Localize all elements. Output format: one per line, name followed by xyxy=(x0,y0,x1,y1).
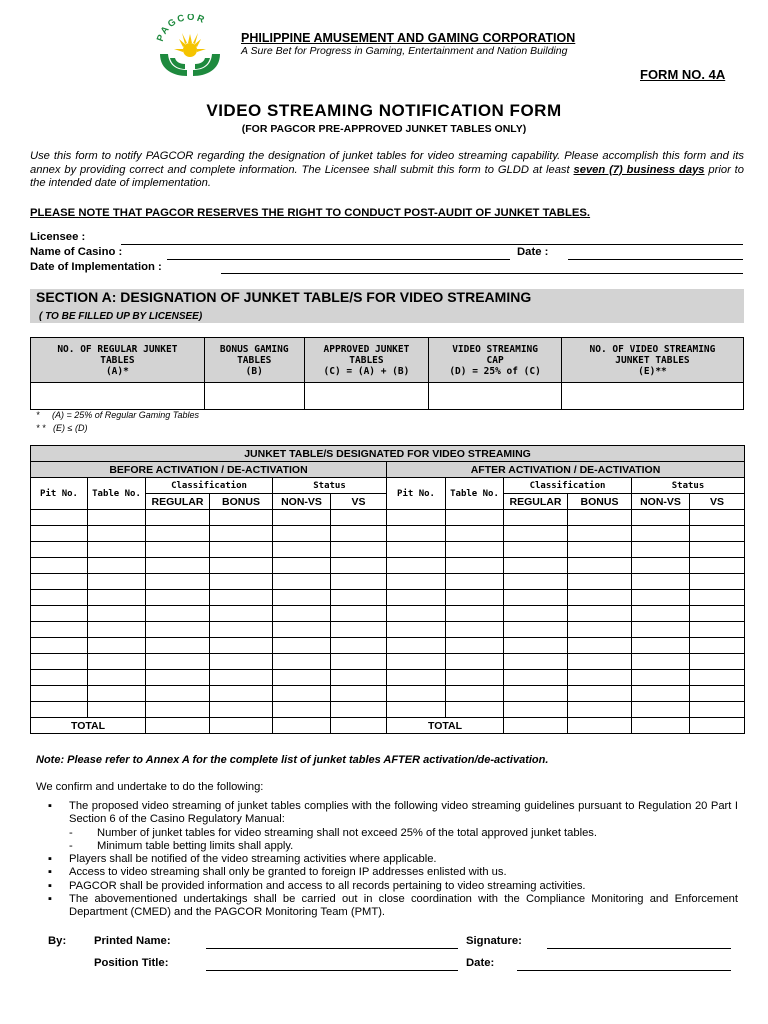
table-row xyxy=(31,702,745,718)
table-cell[interactable] xyxy=(446,526,504,542)
table-cell[interactable] xyxy=(446,606,504,622)
after-bonus-header: BONUS xyxy=(568,494,632,510)
table-cell[interactable] xyxy=(690,686,745,702)
table-cell[interactable] xyxy=(31,622,88,638)
table-cell[interactable] xyxy=(273,542,331,558)
table-cell[interactable] xyxy=(504,702,568,718)
table-cell[interactable] xyxy=(210,590,273,606)
table-cell[interactable] xyxy=(504,670,568,686)
footnote-e: * * (E) ≤ (D) xyxy=(36,423,88,433)
table-cell[interactable] xyxy=(146,622,210,638)
table-row xyxy=(31,686,745,702)
input-regular-junket[interactable] xyxy=(31,383,205,410)
col-approved-junket: APPROVED JUNKET TABLES (C) = (A) + (B) xyxy=(304,338,429,383)
position-title-label: Position Title: xyxy=(94,957,169,969)
table-cell[interactable] xyxy=(31,606,88,622)
table-cell[interactable] xyxy=(632,638,690,654)
table-cell[interactable] xyxy=(387,638,446,654)
table-cell[interactable] xyxy=(331,702,387,718)
table-cell[interactable] xyxy=(88,670,146,686)
table-cell[interactable] xyxy=(331,638,387,654)
table-cell[interactable] xyxy=(504,558,568,574)
section-a-subtitle: ( TO BE FILLED UP BY LICENSEE) xyxy=(39,311,203,322)
table-cell[interactable] xyxy=(446,654,504,670)
table-cell[interactable] xyxy=(31,542,88,558)
list-subitem: - Minimum table betting limits shall apply. xyxy=(69,839,294,852)
table-cell[interactable] xyxy=(146,686,210,702)
section-a-table xyxy=(30,337,744,410)
before-total-bonus[interactable] xyxy=(210,718,273,734)
intro-paragraph: Use this form to notify PAGCOR regarding the designation of junket tables for video streaming capability. Please accomplish this form and its annex by providing correct and complete information. The Licensee shall submit this form to GLDD at least seven (7) business days prior to the intended date of implementation. xyxy=(30,150,744,189)
table-cell[interactable] xyxy=(210,558,273,574)
table-cell[interactable] xyxy=(568,686,632,702)
table-cell[interactable] xyxy=(446,670,504,686)
table-cell[interactable] xyxy=(690,702,745,718)
table-cell[interactable] xyxy=(146,654,210,670)
table-cell[interactable] xyxy=(210,638,273,654)
post-audit-notice: PLEASE NOTE THAT PAGCOR RESERVES THE RIGHT TO CONDUCT POST-AUDIT OF JUNKET TABLES. xyxy=(30,207,591,219)
after-non-vs-header: NON-VS xyxy=(632,494,690,510)
after-total-vs[interactable] xyxy=(690,718,745,734)
table-cell[interactable] xyxy=(146,526,210,542)
table-cell[interactable] xyxy=(146,542,210,558)
table-cell[interactable] xyxy=(146,590,210,606)
input-streaming-tables[interactable] xyxy=(561,383,743,410)
table-cell[interactable] xyxy=(331,542,387,558)
table-cell[interactable] xyxy=(632,574,690,590)
table-cell[interactable] xyxy=(568,654,632,670)
table-row xyxy=(31,558,745,574)
undertakings-list xyxy=(48,800,738,920)
table-cell[interactable] xyxy=(31,654,88,670)
pagcor-logo xyxy=(152,14,228,78)
signature-field[interactable] xyxy=(547,948,731,949)
col-bonus-gaming: BONUS GAMING TABLES (B) xyxy=(204,338,304,383)
table-cell[interactable] xyxy=(273,622,331,638)
table-cell[interactable] xyxy=(632,702,690,718)
table-cell[interactable] xyxy=(632,590,690,606)
table-cell[interactable] xyxy=(210,686,273,702)
table-cell[interactable] xyxy=(504,542,568,558)
before-status-header: Status xyxy=(273,478,387,494)
table-cell[interactable] xyxy=(504,638,568,654)
table-cell[interactable] xyxy=(88,622,146,638)
input-approved-junket[interactable] xyxy=(304,383,429,410)
table-cell[interactable] xyxy=(146,510,210,526)
table-cell[interactable] xyxy=(632,542,690,558)
before-table-no-header: Table No. xyxy=(88,478,146,510)
after-table-no-header: Table No. xyxy=(446,478,504,510)
before-vs-header: VS xyxy=(331,494,387,510)
before-pit-no-header: Pit No. xyxy=(31,478,88,510)
annex-note: Note: Please refer to Annex A for the complete list of junket tables AFTER activation/de-activation. xyxy=(36,754,549,766)
table-cell[interactable] xyxy=(88,702,146,718)
casino-name-field[interactable] xyxy=(167,259,510,260)
list-item: ▪ Access to video streaming shall only be granted to foreign IP addresses enlisted with us. xyxy=(48,866,507,879)
table-cell[interactable] xyxy=(504,526,568,542)
table-cell[interactable] xyxy=(568,542,632,558)
table-cell[interactable] xyxy=(387,574,446,590)
before-bonus-header: BONUS xyxy=(210,494,273,510)
list-item: ▪ The abovementioned undertakings shall be carried out in close coordination with the Compliance Monitoring and Enforcement Department (CMED) and the PAGCOR Monitoring Team (PMT). xyxy=(48,893,738,919)
table-cell[interactable] xyxy=(331,654,387,670)
after-heading: AFTER ACTIVATION / DE-ACTIVATION xyxy=(387,462,745,478)
table-cell[interactable] xyxy=(273,638,331,654)
table-row xyxy=(31,574,745,590)
position-title-field[interactable] xyxy=(206,970,458,971)
table-cell[interactable] xyxy=(210,542,273,558)
before-non-vs-header: NON-VS xyxy=(273,494,331,510)
table-cell[interactable] xyxy=(690,574,745,590)
table-cell[interactable] xyxy=(31,670,88,686)
signature-date-label: Date: xyxy=(466,957,495,969)
table-cell[interactable] xyxy=(690,638,745,654)
section-a-title: SECTION A: DESIGNATION OF JUNKET TABLE/S FOR VIDEO STREAMING xyxy=(36,289,532,305)
printed-name-field[interactable] xyxy=(206,948,458,949)
svg-text:PAGCOR xyxy=(155,14,208,43)
table-cell[interactable] xyxy=(331,558,387,574)
table-cell[interactable] xyxy=(88,606,146,622)
table-cell[interactable] xyxy=(31,558,88,574)
table-cell[interactable] xyxy=(146,702,210,718)
after-pit-no-header: Pit No. xyxy=(387,478,446,510)
table-cell[interactable] xyxy=(568,526,632,542)
table-cell[interactable] xyxy=(568,510,632,526)
printed-name-label: Printed Name: xyxy=(94,935,171,947)
table-row xyxy=(31,510,745,526)
table-cell[interactable] xyxy=(632,670,690,686)
table-cell[interactable] xyxy=(387,558,446,574)
table-cell[interactable] xyxy=(273,590,331,606)
implementation-date-label: Date of Implementation : xyxy=(30,261,162,273)
after-total-regular[interactable] xyxy=(504,718,568,734)
table-cell[interactable] xyxy=(88,574,146,590)
table-cell[interactable] xyxy=(210,622,273,638)
table-cell[interactable] xyxy=(446,542,504,558)
table-row xyxy=(31,670,745,686)
table-cell[interactable] xyxy=(690,654,745,670)
table-cell[interactable] xyxy=(146,606,210,622)
table-cell[interactable] xyxy=(568,670,632,686)
signature-label: Signature: xyxy=(466,935,522,947)
org-name: PHILIPPINE AMUSEMENT AND GAMING CORPORATION xyxy=(241,31,576,45)
org-tagline: A Sure Bet for Progress in Gaming, Entertainment and Nation Building xyxy=(241,45,568,57)
after-status-header: Status xyxy=(632,478,745,494)
list-item: ▪ PAGCOR shall be provided information and access to all records pertaining to video streaming activities. xyxy=(48,879,586,892)
table-row xyxy=(31,606,745,622)
before-total-regular[interactable] xyxy=(146,718,210,734)
table-cell[interactable] xyxy=(387,670,446,686)
table-cell[interactable] xyxy=(331,686,387,702)
after-total-non-vs[interactable] xyxy=(632,718,690,734)
table-cell[interactable] xyxy=(504,510,568,526)
table-cell[interactable] xyxy=(31,510,88,526)
signature-date-field[interactable] xyxy=(517,970,731,971)
input-bonus-gaming[interactable] xyxy=(204,383,304,410)
table-row xyxy=(31,542,745,558)
table-cell[interactable] xyxy=(210,702,273,718)
table-row xyxy=(31,622,745,638)
col-streaming-cap: VIDEO STREAMING CAP (D) = 25% of (C) xyxy=(429,338,562,383)
table-cell[interactable] xyxy=(690,558,745,574)
before-total-vs[interactable] xyxy=(331,718,387,734)
after-total-label: TOTAL xyxy=(387,718,504,734)
licensee-field[interactable] xyxy=(121,244,743,245)
table-cell[interactable] xyxy=(387,510,446,526)
by-label: By: xyxy=(48,935,67,947)
table-cell[interactable] xyxy=(504,654,568,670)
table-cell[interactable] xyxy=(632,686,690,702)
table-cell[interactable] xyxy=(568,574,632,590)
col-streaming-tables: NO. OF VIDEO STREAMING JUNKET TABLES (E)** xyxy=(561,338,743,383)
table-cell[interactable] xyxy=(146,558,210,574)
table-cell[interactable] xyxy=(504,622,568,638)
after-vs-header: VS xyxy=(690,494,745,510)
table-cell[interactable] xyxy=(31,526,88,542)
table-cell[interactable] xyxy=(273,526,331,542)
table-cell[interactable] xyxy=(210,670,273,686)
before-total-label: TOTAL xyxy=(31,718,146,734)
table-cell[interactable] xyxy=(690,542,745,558)
form-number: FORM NO. 4A xyxy=(640,67,726,82)
table-cell[interactable] xyxy=(632,606,690,622)
form-subtitle: (FOR PAGCOR PRE-APPROVED JUNKET TABLES ONLY) xyxy=(241,123,527,135)
table-cell[interactable] xyxy=(31,686,88,702)
table-cell[interactable] xyxy=(146,638,210,654)
date-field[interactable] xyxy=(568,259,743,260)
table-cell[interactable] xyxy=(568,622,632,638)
table-cell[interactable] xyxy=(273,606,331,622)
table-cell[interactable] xyxy=(446,590,504,606)
before-total-non-vs[interactable] xyxy=(273,718,331,734)
implementation-date-field[interactable] xyxy=(221,273,743,274)
table-cell[interactable] xyxy=(690,606,745,622)
table-cell[interactable] xyxy=(632,510,690,526)
list-item: ▪ The proposed video streaming of junket tables complies with the following video streaming guidelines pursuant to Regulation 20 Part I Section 6 of the Casino Regulatory Manual: xyxy=(48,800,738,826)
footnote-a: * (A) = 25% of Regular Gaming Tables xyxy=(36,410,199,420)
table-cell[interactable] xyxy=(210,510,273,526)
table-cell[interactable] xyxy=(273,686,331,702)
table-cell[interactable] xyxy=(210,606,273,622)
table-cell[interactable] xyxy=(273,702,331,718)
table-cell[interactable] xyxy=(568,606,632,622)
table-cell[interactable] xyxy=(210,654,273,670)
table-cell[interactable] xyxy=(632,654,690,670)
table-cell[interactable] xyxy=(690,590,745,606)
table-cell[interactable] xyxy=(387,606,446,622)
before-heading: BEFORE ACTIVATION / DE-ACTIVATION xyxy=(31,462,387,478)
table-cell[interactable] xyxy=(273,558,331,574)
confirm-statement: We confirm and undertake to do the following: xyxy=(36,781,264,793)
table-cell[interactable] xyxy=(88,558,146,574)
casino-name-label: Name of Casino : xyxy=(30,246,123,258)
table-cell[interactable] xyxy=(88,542,146,558)
before-classification-header: Classification xyxy=(146,478,273,494)
table-cell[interactable] xyxy=(568,590,632,606)
table-cell[interactable] xyxy=(31,590,88,606)
table-row xyxy=(31,590,745,606)
designation-table xyxy=(30,445,745,734)
table-cell[interactable] xyxy=(690,510,745,526)
before-regular-header: REGULAR xyxy=(146,494,210,510)
table-cell[interactable] xyxy=(568,702,632,718)
table-cell[interactable] xyxy=(31,702,88,718)
table-cell[interactable] xyxy=(31,638,88,654)
table-cell[interactable] xyxy=(690,670,745,686)
table-cell[interactable] xyxy=(446,702,504,718)
table-cell[interactable] xyxy=(504,590,568,606)
table-cell[interactable] xyxy=(632,622,690,638)
table-cell[interactable] xyxy=(387,526,446,542)
table-cell[interactable] xyxy=(387,654,446,670)
table-cell[interactable] xyxy=(387,702,446,718)
table-cell[interactable] xyxy=(387,590,446,606)
table-cell[interactable] xyxy=(273,670,331,686)
table-cell[interactable] xyxy=(88,526,146,542)
table-row xyxy=(31,526,745,542)
deadline-emphasis: seven (7) business days xyxy=(573,163,705,176)
table-cell[interactable] xyxy=(31,574,88,590)
table-cell[interactable] xyxy=(331,510,387,526)
input-streaming-cap[interactable] xyxy=(429,383,562,410)
table-cell[interactable] xyxy=(88,654,146,670)
table-cell[interactable] xyxy=(504,686,568,702)
table-cell[interactable] xyxy=(568,638,632,654)
table-cell[interactable] xyxy=(446,638,504,654)
designation-title: JUNKET TABLE/S DESIGNATED FOR VIDEO STREAMING xyxy=(31,446,745,462)
table-cell[interactable] xyxy=(387,686,446,702)
table-cell[interactable] xyxy=(446,510,504,526)
table-cell[interactable] xyxy=(568,558,632,574)
table-cell[interactable] xyxy=(88,510,146,526)
table-cell[interactable] xyxy=(387,542,446,558)
table-cell[interactable] xyxy=(88,686,146,702)
table-cell[interactable] xyxy=(446,558,504,574)
logo-text: PAGCOR xyxy=(154,14,208,43)
table-cell[interactable] xyxy=(146,574,210,590)
table-cell[interactable] xyxy=(273,574,331,590)
table-cell[interactable] xyxy=(88,638,146,654)
list-item: ▪ Players shall be notified of the video streaming activities where applicable. xyxy=(48,853,437,866)
date-label: Date : xyxy=(517,246,549,258)
after-total-bonus[interactable] xyxy=(568,718,632,734)
table-cell[interactable] xyxy=(331,590,387,606)
table-cell[interactable] xyxy=(446,686,504,702)
table-cell[interactable] xyxy=(273,510,331,526)
table-cell[interactable] xyxy=(273,654,331,670)
table-cell[interactable] xyxy=(331,526,387,542)
table-cell[interactable] xyxy=(504,574,568,590)
table-cell[interactable] xyxy=(690,622,745,638)
licensee-label: Licensee : xyxy=(30,231,86,243)
after-classification-header: Classification xyxy=(504,478,632,494)
col-regular-junket: NO. OF REGULAR JUNKET TABLES (A)* xyxy=(31,338,205,383)
list-subitem: - Number of junket tables for video streaming shall not exceed 25% of the total approved junket tables. xyxy=(69,826,598,839)
table-row xyxy=(31,654,745,670)
table-cell[interactable] xyxy=(331,670,387,686)
table-cell[interactable] xyxy=(387,622,446,638)
table-cell[interactable] xyxy=(331,606,387,622)
table-cell[interactable] xyxy=(210,574,273,590)
table-cell[interactable] xyxy=(446,574,504,590)
table-cell[interactable] xyxy=(331,574,387,590)
table-cell[interactable] xyxy=(446,622,504,638)
form-title: VIDEO STREAMING NOTIFICATION FORM xyxy=(206,101,562,120)
table-cell[interactable] xyxy=(210,526,273,542)
table-cell[interactable] xyxy=(331,622,387,638)
after-regular-header: REGULAR xyxy=(504,494,568,510)
table-cell[interactable] xyxy=(632,558,690,574)
table-cell[interactable] xyxy=(690,526,745,542)
table-cell[interactable] xyxy=(504,606,568,622)
table-cell[interactable] xyxy=(88,590,146,606)
table-row xyxy=(31,638,745,654)
table-cell[interactable] xyxy=(632,526,690,542)
table-cell[interactable] xyxy=(146,670,210,686)
